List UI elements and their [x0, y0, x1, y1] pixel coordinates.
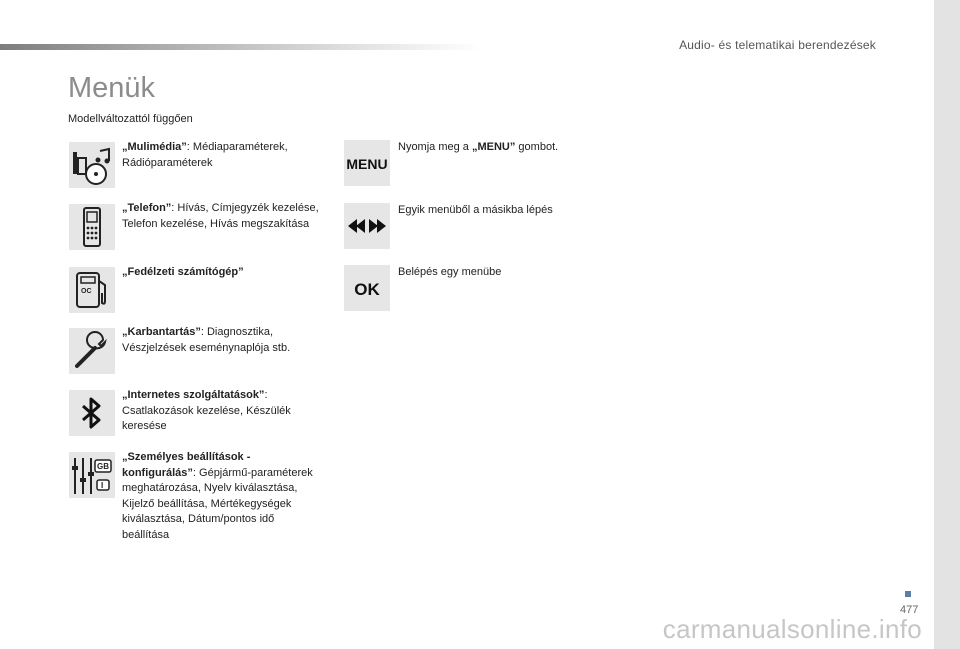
item-text: : Médiaparaméterek, Rádióparaméterek: [122, 141, 288, 169]
arrows-description: Egyik menüből a másikba lépés: [398, 204, 553, 216]
menu-item-personal-settings: [122, 450, 322, 543]
item-text: : Csatlakozások kezelése, Készülék keresése: [122, 389, 291, 432]
bluetooth-icon: [69, 390, 115, 436]
menu-button-description: [398, 140, 558, 155]
chapter-header: Audio- és telematikai berendezések: [679, 38, 876, 52]
menu-button-label: MENU: [346, 156, 388, 172]
item-title: „Mulimédia”: [122, 141, 187, 153]
phone-icon: [69, 204, 115, 250]
wrench-icon: [69, 328, 115, 374]
item-text: : Hívás, Címjegyzék kezelése, Telefon kezelése, Hívás megszakítása: [122, 202, 319, 230]
item-title: „Fedélzeti számítógép”: [122, 266, 244, 278]
item-title: „Személyes beállítások - konfigurálás”: [122, 451, 251, 479]
oc-label: OC: [81, 288, 92, 295]
ok-button-icon: [344, 265, 390, 311]
item-text: : Diagnosztika, Vészjelzések eseménynaplója stb.: [122, 326, 291, 354]
settings-language-icon: [69, 452, 115, 498]
page-number: 477: [900, 604, 919, 616]
menu-item-telefon: [122, 201, 322, 232]
menu-item-multimedia: [122, 140, 322, 171]
desc-text: Nyomja meg a: [398, 141, 472, 153]
page-title: Menük: [68, 72, 156, 104]
gb-label: GB: [97, 462, 109, 471]
fuel-computer-icon: [69, 267, 115, 313]
i-label: I: [101, 481, 104, 490]
item-title: „Karbantartás”: [122, 326, 201, 338]
ok-button-label: OK: [354, 280, 380, 299]
item-title: „Telefon”: [122, 202, 172, 214]
header-rule: [0, 44, 480, 50]
menu-item-computer: [122, 265, 322, 281]
media-icon: [69, 142, 115, 188]
item-text: : Gépjármű-paraméterek meghatározása, Nyelv kiválasztása, Kijelző beállítása, Mértékegységek kiválasztása, Dátum/pontos idő beállítása: [122, 466, 313, 541]
desc-bold: „MENU”: [471, 141, 516, 153]
watermark: carmanualsonline.info: [662, 614, 922, 644]
right-margin-bar: [934, 0, 960, 649]
page-subtitle: Modellváltozattól függően: [68, 113, 193, 125]
menu-button-icon: [344, 140, 390, 186]
page-marker: [905, 591, 911, 597]
menu-item-karbantartas: [122, 325, 322, 356]
desc-suffix: gombot.: [515, 141, 559, 153]
arrows-icon: [344, 203, 390, 249]
item-title: „Internetes szolgáltatások”: [122, 389, 265, 401]
ok-description: Belépés egy menübe: [398, 266, 502, 278]
menu-item-internet: [122, 388, 322, 435]
